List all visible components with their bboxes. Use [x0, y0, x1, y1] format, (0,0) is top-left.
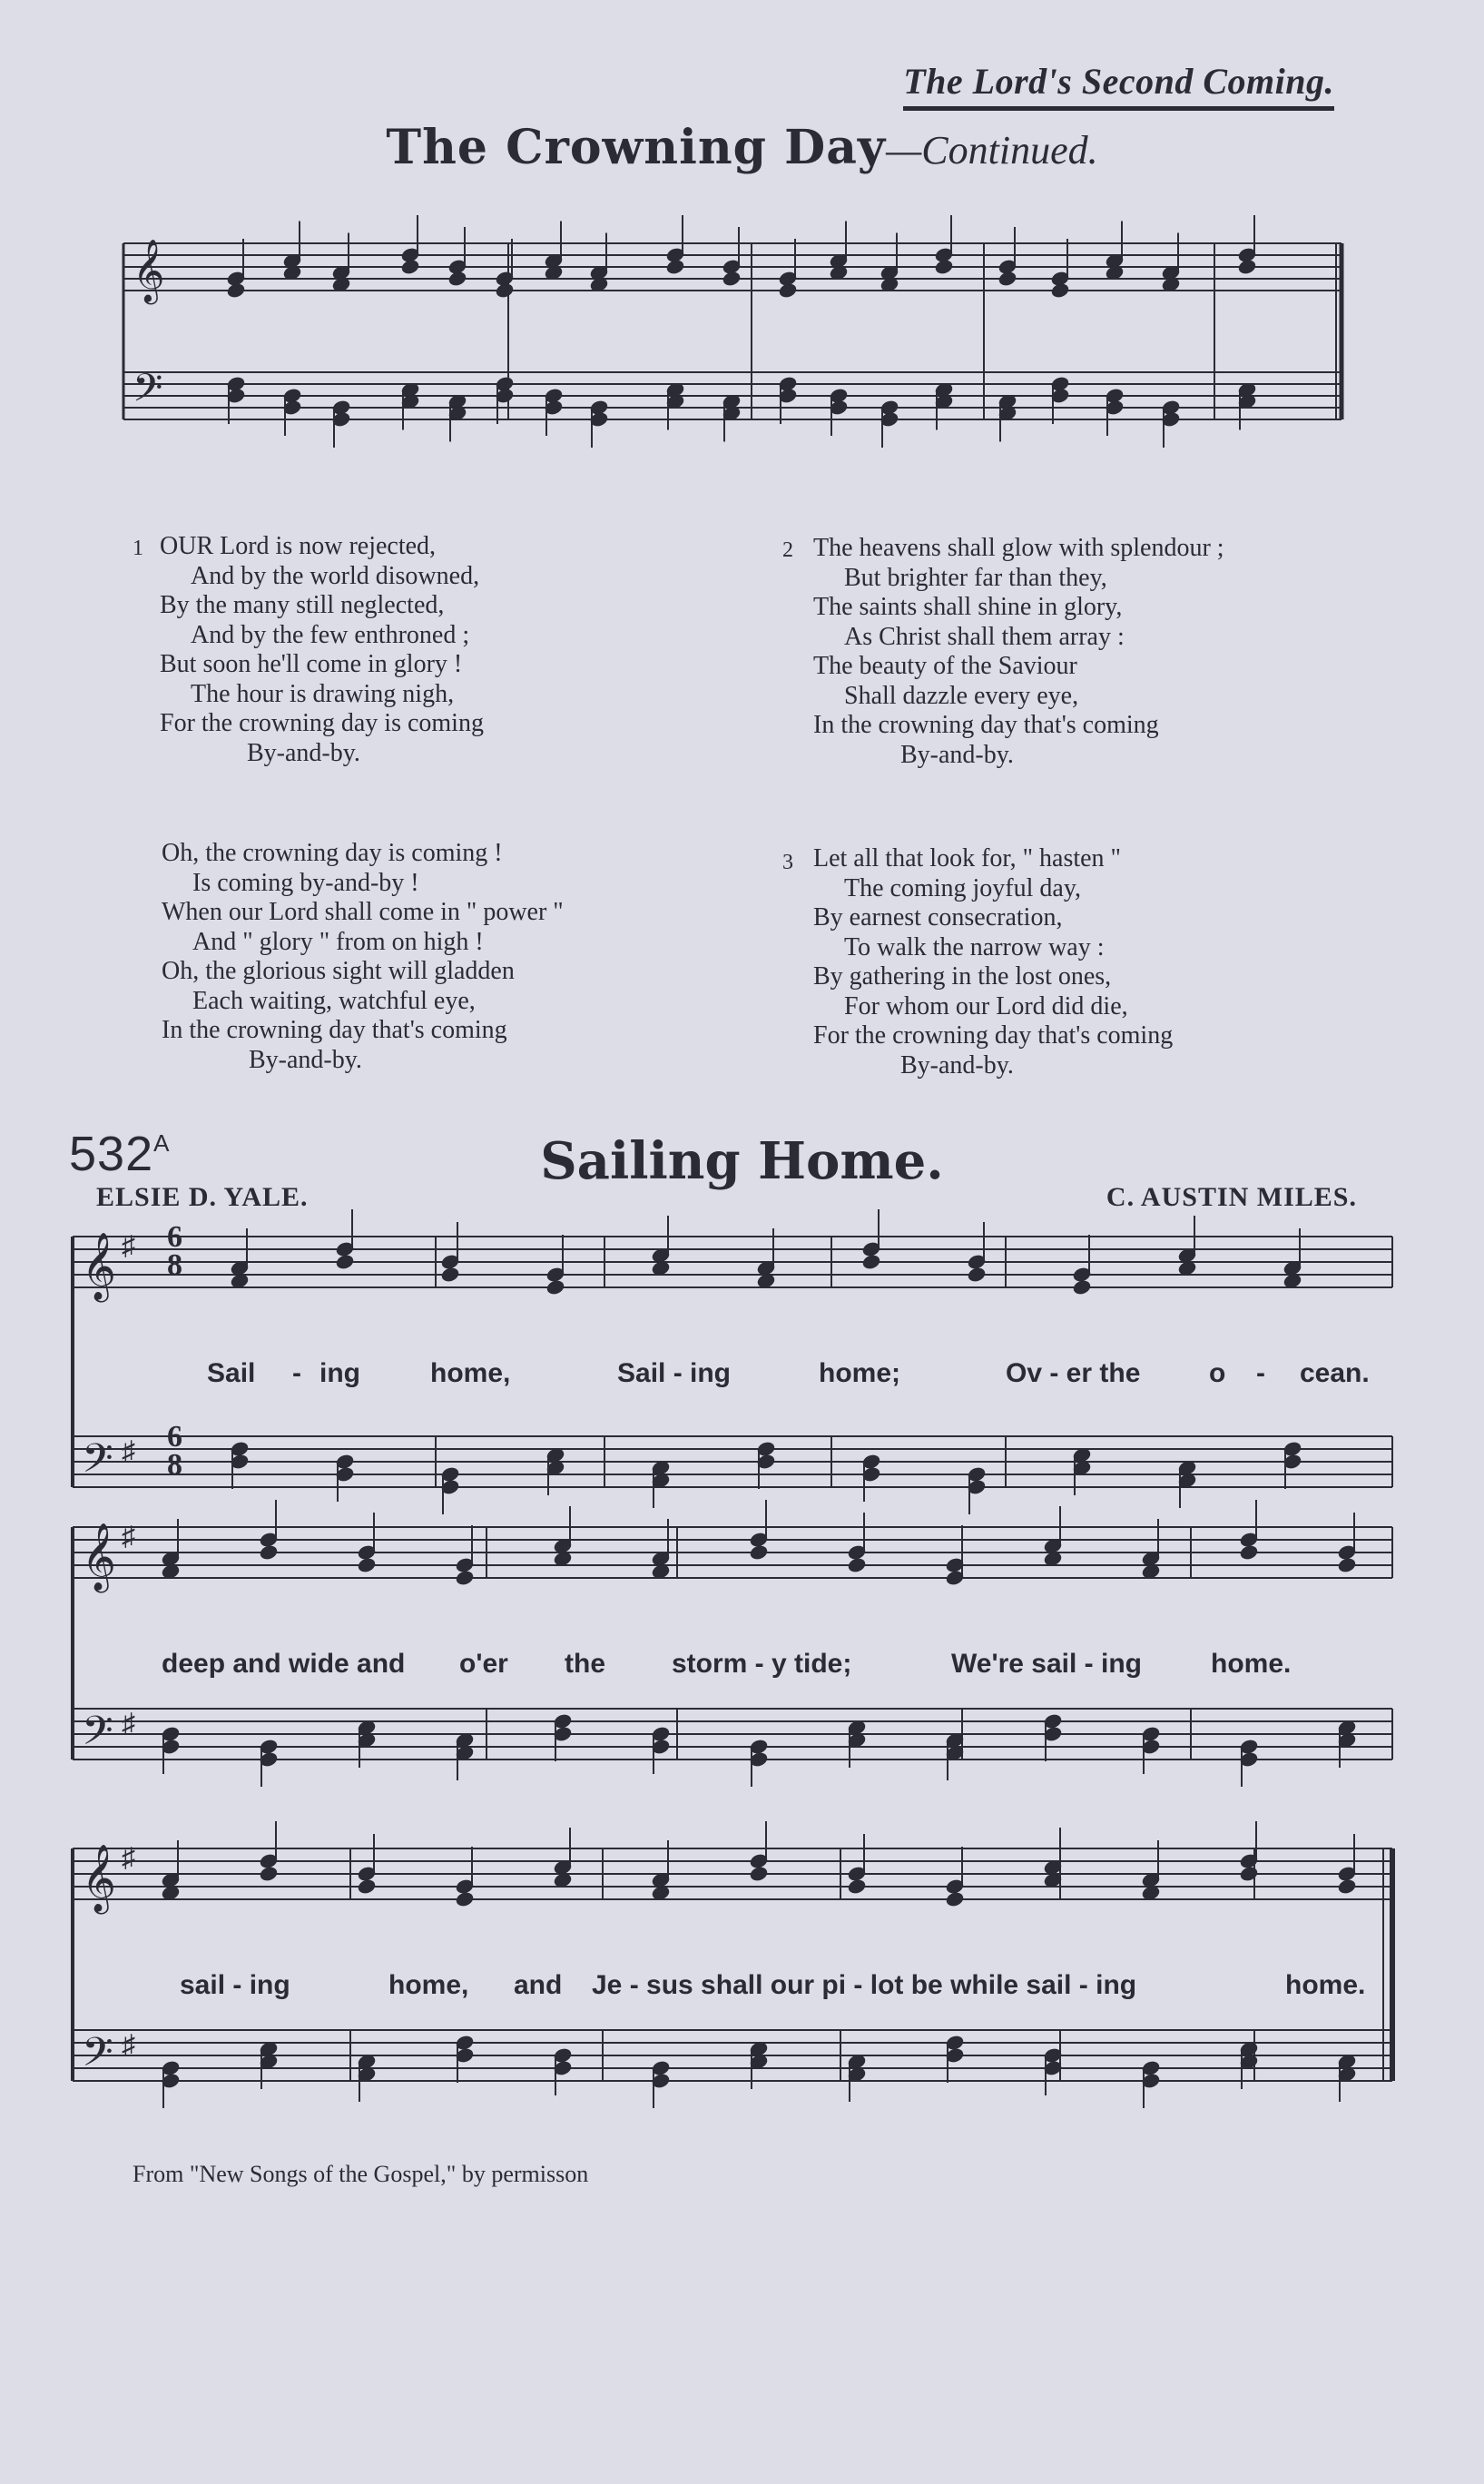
verse-line: OUR Lord is now rejected, [160, 532, 437, 560]
verse-line: In the crowning day that's coming [813, 711, 1159, 739]
verse-line: To walk the narrow way : [844, 932, 1105, 961]
note-head [847, 1878, 866, 1895]
note-head [545, 1279, 565, 1296]
note-head [749, 1544, 768, 1561]
verse-line: By-and-by. [900, 740, 1014, 769]
verse-number: 3 [782, 851, 793, 874]
hymn-title-suffix: —Continued. [886, 128, 1098, 172]
key-sharp-icon: ♯ [122, 2030, 135, 2060]
verse-line: By-and-by. [249, 1045, 362, 1074]
lyric-syllable: We're sail - ing [951, 1649, 1142, 1679]
verse-2 [782, 534, 1224, 770]
verse-line: The coming joyful day, [844, 873, 1082, 902]
composer: C. AUSTIN MILES. [1106, 1182, 1357, 1212]
verse-line: Oh, the glorious sight will gladden [162, 957, 515, 985]
verse-line: For the crowning day is coming [160, 709, 484, 737]
verse-line: And by the few enthroned ; [191, 620, 470, 649]
time-signature-top: 6 [167, 1420, 182, 1454]
treble-clef-icon: 𝄞 [82, 1233, 116, 1300]
note-head [1337, 1557, 1356, 1573]
verse-line: By-and-by. [900, 1050, 1014, 1079]
key-sharp-icon: ♯ [122, 1843, 135, 1873]
bass-clef-icon: 𝄢 [82, 1707, 113, 1764]
hymn-title-main: The Crowning Day [386, 120, 887, 175]
time-signature-top: 6 [167, 1220, 182, 1254]
lyric-syllable: home, [430, 1358, 511, 1388]
note-head [357, 1878, 376, 1895]
verse-line: In the crowning day that's coming [162, 1016, 507, 1044]
lyric-syllable: - [1256, 1358, 1265, 1388]
lyric-syllable: ing [319, 1358, 360, 1388]
note-head [847, 1557, 866, 1573]
verse-line: And " glory " from on high ! [192, 927, 484, 956]
lyric-syllable: o [1209, 1358, 1226, 1388]
note-head [861, 1254, 880, 1270]
time-signature-bottom: 8 [167, 1248, 182, 1282]
note-head [447, 271, 467, 287]
note-head [357, 1557, 376, 1573]
hymn-number-suffix: A [153, 1129, 171, 1157]
verse-number: 1 [133, 537, 143, 560]
source-credit: From "New Songs of the Gospel," by permisson [133, 2161, 589, 2187]
note-head [259, 1866, 278, 1882]
note-head [778, 282, 797, 299]
lyric-syllable: home. [1211, 1649, 1292, 1679]
lyric-syllable: the [565, 1649, 605, 1679]
time-signature-bottom: 8 [167, 1448, 182, 1482]
note-head [1239, 1544, 1258, 1561]
section-title: The Lord's Second Coming. [903, 60, 1334, 111]
verse-line: Oh, the crowning day is coming ! [162, 839, 503, 867]
note-head [1072, 1279, 1091, 1296]
lyric-syllable: and [514, 1970, 563, 2000]
note-head [1050, 282, 1069, 299]
lyric-syllable: Ov - er the [1006, 1358, 1141, 1388]
verse-line: By gathering in the lost ones, [813, 962, 1112, 991]
verse-1 [133, 532, 484, 768]
note-head [226, 282, 245, 299]
author: ELSIE D. YALE. [96, 1182, 309, 1212]
verse-line: But soon he'll come in glory ! [160, 650, 463, 678]
note-head [1237, 259, 1256, 275]
note-head [934, 259, 953, 275]
lyric-syllable: cean. [1300, 1358, 1370, 1388]
bass-clef-icon: 𝄢 [133, 366, 163, 420]
hymn2-title: Sailing Home. [540, 1131, 944, 1191]
verse-line: As Christ shall them array : [844, 622, 1125, 651]
note-head [455, 1891, 474, 1907]
lyric-syllable: storm - y tide; [672, 1649, 852, 1679]
lyric-syllable: sail - ing [180, 1970, 290, 2000]
lyric-syllable: Je - sus shall our pi - lot be while sail - ing [592, 1970, 1137, 2000]
note-head [400, 259, 419, 275]
lyric-syllable: home; [819, 1358, 900, 1388]
note-head [1239, 1866, 1258, 1882]
bass-clef-icon: 𝄢 [82, 2028, 113, 2085]
lyric-syllable: home. [1285, 1970, 1366, 2000]
verse-line: Is coming by-and-by ! [192, 868, 419, 897]
note-head [945, 1891, 964, 1907]
verse-line: By earnest consecration, [813, 903, 1063, 932]
note-head [1337, 1878, 1356, 1895]
key-sharp-icon: ♯ [122, 1709, 135, 1739]
verse-line: When our Lord shall come in " power " [162, 898, 564, 926]
verse-number: 2 [782, 538, 793, 562]
note-head [967, 1267, 986, 1283]
verse-line: The heavens shall glow with splendour ; [813, 534, 1224, 562]
verse-3 [782, 844, 1174, 1080]
lyric-syllable: Sail [207, 1358, 256, 1388]
treble-clef-icon: 𝄞 [133, 239, 165, 302]
note-head [455, 1570, 474, 1586]
bass-clef-icon: 𝄢 [82, 1434, 113, 1492]
verse-line: For whom our Lord did die, [844, 991, 1128, 1020]
chorus [162, 839, 564, 1075]
lyric-syllable: deep and wide and [162, 1649, 406, 1679]
verse-line: By the many still neglected, [160, 591, 445, 619]
note-head [749, 1866, 768, 1882]
key-sharp-icon: ♯ [122, 1522, 135, 1552]
verse-line: The beauty of the Saviour [813, 652, 1077, 680]
lyric-syllable: home, [388, 1970, 469, 2000]
key-sharp-icon: ♯ [122, 1436, 135, 1466]
note-head [440, 1267, 459, 1283]
key-sharp-icon: ♯ [122, 1231, 135, 1261]
note-head [998, 271, 1017, 287]
verse-line: For the crowning day that's coming [813, 1021, 1174, 1050]
note-head [259, 1544, 278, 1561]
lyric-syllable: - [292, 1358, 301, 1388]
verse-line: But brighter far than they, [844, 563, 1107, 592]
verse-line: Shall dazzle every eye, [844, 681, 1079, 710]
treble-clef-icon: 𝄞 [82, 1523, 116, 1591]
note-head [335, 1254, 354, 1270]
crowning-day-score [0, 0, 1484, 454]
note-head [722, 271, 741, 287]
treble-clef-icon: 𝄞 [82, 1845, 116, 1912]
verse-line: Each waiting, watchful eye, [192, 986, 476, 1015]
lyric-syllable: Sail - ing [617, 1358, 732, 1388]
note-head [495, 282, 514, 299]
verse-line: The hour is drawing nigh, [191, 679, 455, 708]
verse-line: And by the world disowned, [191, 561, 480, 590]
hymn-number: $532^A$ [69, 1127, 171, 1181]
lyric-syllable: o'er [459, 1649, 508, 1679]
verse-line: The saints shall shine in glory, [813, 593, 1123, 621]
note-head [665, 259, 684, 275]
verse-line: Let all that look for, " hasten " [813, 844, 1121, 872]
verse-line: By-and-by. [247, 738, 360, 767]
